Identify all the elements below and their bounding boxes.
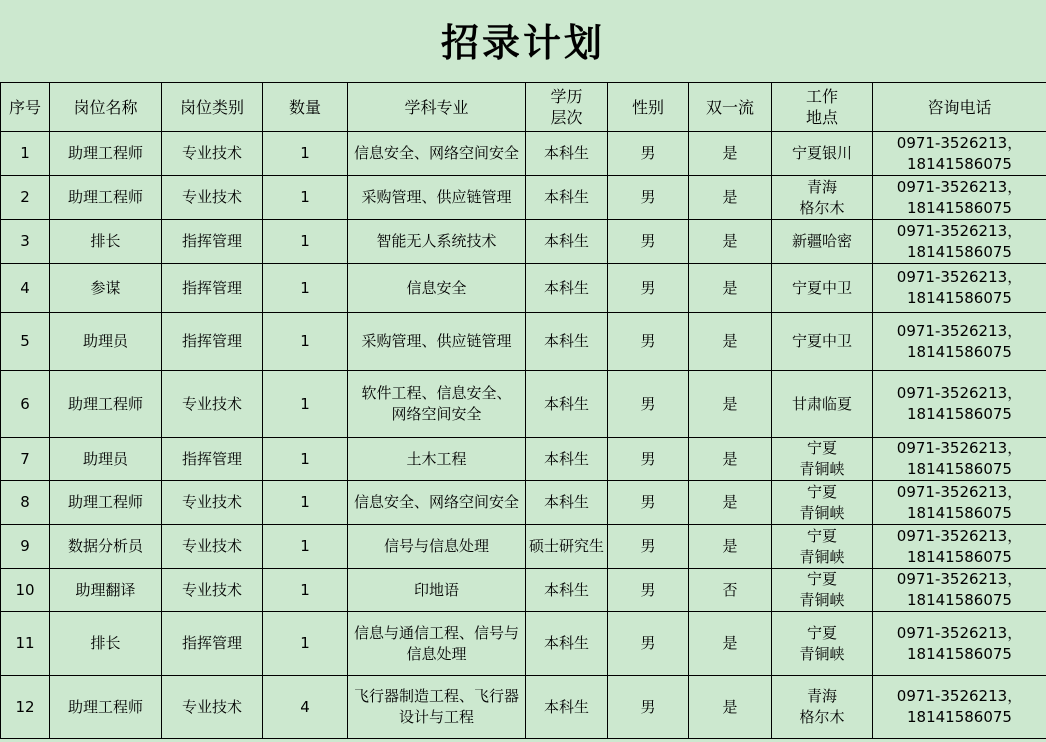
header-seq: 序号 bbox=[1, 83, 50, 132]
cell-gender: 男 bbox=[608, 132, 689, 176]
cell-double-first-class: 是 bbox=[689, 176, 772, 220]
cell-double-first-class: 是 bbox=[689, 132, 772, 176]
cell-education: 本科生 bbox=[526, 676, 608, 739]
cell-double-first-class: 是 bbox=[689, 438, 772, 481]
header-gender: 性别 bbox=[608, 83, 689, 132]
header-education: 学历 层次 bbox=[526, 83, 608, 132]
cell-category: 专业技术 bbox=[162, 481, 263, 525]
cell-major: 采购管理、供应链管理 bbox=[348, 176, 526, 220]
cell-quantity: 1 bbox=[263, 371, 348, 438]
cell-location: 宁夏 青铜峡 bbox=[772, 612, 873, 676]
table-row bbox=[1, 569, 1046, 612]
cell-category: 专业技术 bbox=[162, 132, 263, 176]
cell-seq: 6 bbox=[1, 371, 50, 438]
cell-quantity: 1 bbox=[263, 264, 348, 313]
cell-phone: 0971-3526213， 18141586075 bbox=[873, 612, 1046, 676]
cell-location: 宁夏 青铜峡 bbox=[772, 569, 873, 612]
cell-education: 本科生 bbox=[526, 438, 608, 481]
cell-location: 宁夏 青铜峡 bbox=[772, 438, 873, 481]
cell-category: 专业技术 bbox=[162, 676, 263, 739]
cell-education: 本科生 bbox=[526, 176, 608, 220]
cell-major: 信息安全、网络空间安全 bbox=[348, 132, 526, 176]
cell-location: 青海 格尔木 bbox=[772, 676, 873, 739]
cell-gender: 男 bbox=[608, 371, 689, 438]
cell-quantity: 1 bbox=[263, 612, 348, 676]
cell-gender: 男 bbox=[608, 525, 689, 569]
table-row bbox=[1, 313, 1046, 371]
cell-quantity: 1 bbox=[263, 313, 348, 371]
cell-double-first-class: 否 bbox=[689, 569, 772, 612]
cell-major: 飞行器制造工程、飞行器设计与工程 bbox=[348, 676, 526, 739]
cell-double-first-class: 是 bbox=[689, 371, 772, 438]
cell-double-first-class: 是 bbox=[689, 313, 772, 371]
cell-phone: 0971-3526213， 18141586075 bbox=[873, 220, 1046, 264]
cell-major: 采购管理、供应链管理 bbox=[348, 313, 526, 371]
cell-major: 信息安全 bbox=[348, 264, 526, 313]
header-location: 工作 地点 bbox=[772, 83, 873, 132]
cell-seq: 11 bbox=[1, 612, 50, 676]
cell-gender: 男 bbox=[608, 264, 689, 313]
cell-double-first-class: 是 bbox=[689, 220, 772, 264]
cell-phone: 0971-3526213， 18141586075 bbox=[873, 176, 1046, 220]
cell-double-first-class: 是 bbox=[689, 676, 772, 739]
cell-education: 本科生 bbox=[526, 569, 608, 612]
cell-quantity: 1 bbox=[263, 176, 348, 220]
cell-category: 指挥管理 bbox=[162, 220, 263, 264]
table-row bbox=[1, 176, 1046, 220]
cell-phone: 0971-3526213， 18141586075 bbox=[873, 525, 1046, 569]
table-row bbox=[1, 676, 1046, 739]
cell-position: 数据分析员 bbox=[50, 525, 162, 569]
cell-double-first-class: 是 bbox=[689, 264, 772, 313]
cell-education: 本科生 bbox=[526, 132, 608, 176]
cell-category: 指挥管理 bbox=[162, 264, 263, 313]
cell-location: 宁夏 青铜峡 bbox=[772, 525, 873, 569]
cell-category: 指挥管理 bbox=[162, 438, 263, 481]
cell-position: 参谋 bbox=[50, 264, 162, 313]
cell-position: 助理翻译 bbox=[50, 569, 162, 612]
cell-education: 本科生 bbox=[526, 481, 608, 525]
cell-double-first-class: 是 bbox=[689, 612, 772, 676]
table-row bbox=[1, 525, 1046, 569]
cell-seq: 1 bbox=[1, 132, 50, 176]
cell-seq: 9 bbox=[1, 525, 50, 569]
cell-quantity: 1 bbox=[263, 438, 348, 481]
cell-phone: 0971-3526213， 18141586075 bbox=[873, 313, 1046, 371]
header-major: 学科专业 bbox=[348, 83, 526, 132]
cell-category: 指挥管理 bbox=[162, 313, 263, 371]
cell-category: 专业技术 bbox=[162, 525, 263, 569]
cell-quantity: 1 bbox=[263, 132, 348, 176]
cell-major: 土木工程 bbox=[348, 438, 526, 481]
cell-gender: 男 bbox=[608, 569, 689, 612]
header-position: 岗位名称 bbox=[50, 83, 162, 132]
cell-location: 宁夏中卫 bbox=[772, 313, 873, 371]
page-title: 招录计划 bbox=[440, 20, 605, 65]
table-row bbox=[1, 132, 1046, 176]
cell-seq: 4 bbox=[1, 264, 50, 313]
cell-quantity: 1 bbox=[263, 525, 348, 569]
cell-position: 排长 bbox=[50, 220, 162, 264]
cell-category: 专业技术 bbox=[162, 176, 263, 220]
cell-position: 助理工程师 bbox=[50, 676, 162, 739]
table-row bbox=[1, 481, 1046, 525]
cell-phone: 0971-3526213， 18141586075 bbox=[873, 438, 1046, 481]
cell-gender: 男 bbox=[608, 612, 689, 676]
cell-location: 青海 格尔木 bbox=[772, 176, 873, 220]
cell-education: 硕士研究生 bbox=[526, 525, 608, 569]
cell-phone: 0971-3526213， 18141586075 bbox=[873, 132, 1046, 176]
cell-major: 印地语 bbox=[348, 569, 526, 612]
header-double-first-class: 双一流 bbox=[689, 83, 772, 132]
cell-location: 宁夏银川 bbox=[772, 132, 873, 176]
header-quantity: 数量 bbox=[263, 83, 348, 132]
cell-major: 信号与信息处理 bbox=[348, 525, 526, 569]
cell-location: 宁夏中卫 bbox=[772, 264, 873, 313]
cell-seq: 8 bbox=[1, 481, 50, 525]
cell-major: 信息与通信工程、信号与信息处理 bbox=[348, 612, 526, 676]
cell-education: 本科生 bbox=[526, 264, 608, 313]
cell-location: 甘肃临夏 bbox=[772, 371, 873, 438]
cell-position: 助理员 bbox=[50, 313, 162, 371]
cell-phone: 0971-3526213， 18141586075 bbox=[873, 569, 1046, 612]
table-row bbox=[1, 220, 1046, 264]
cell-double-first-class: 是 bbox=[689, 525, 772, 569]
cell-gender: 男 bbox=[608, 220, 689, 264]
cell-category: 专业技术 bbox=[162, 569, 263, 612]
cell-gender: 男 bbox=[608, 176, 689, 220]
cell-seq: 12 bbox=[1, 676, 50, 739]
cell-position: 助理工程师 bbox=[50, 176, 162, 220]
cell-major: 信息安全、网络空间安全 bbox=[348, 481, 526, 525]
cell-location: 宁夏 青铜峡 bbox=[772, 481, 873, 525]
header-phone: 咨询电话 bbox=[873, 83, 1046, 132]
cell-location: 新疆哈密 bbox=[772, 220, 873, 264]
cell-gender: 男 bbox=[608, 481, 689, 525]
cell-position: 助理员 bbox=[50, 438, 162, 481]
cell-double-first-class: 是 bbox=[689, 481, 772, 525]
cell-major: 智能无人系统技术 bbox=[348, 220, 526, 264]
table-row bbox=[1, 612, 1046, 676]
cell-quantity: 1 bbox=[263, 569, 348, 612]
cell-category: 指挥管理 bbox=[162, 612, 263, 676]
cell-gender: 男 bbox=[608, 313, 689, 371]
cell-position: 排长 bbox=[50, 612, 162, 676]
cell-position: 助理工程师 bbox=[50, 481, 162, 525]
cell-education: 本科生 bbox=[526, 313, 608, 371]
cell-phone: 0971-3526213， 18141586075 bbox=[873, 481, 1046, 525]
cell-position: 助理工程师 bbox=[50, 132, 162, 176]
cell-phone: 0971-3526213， 18141586075 bbox=[873, 264, 1046, 313]
cell-gender: 男 bbox=[608, 438, 689, 481]
cell-education: 本科生 bbox=[526, 612, 608, 676]
header-category: 岗位类别 bbox=[162, 83, 263, 132]
cell-seq: 3 bbox=[1, 220, 50, 264]
cell-phone: 0971-3526213， 18141586075 bbox=[873, 371, 1046, 438]
cell-quantity: 1 bbox=[263, 220, 348, 264]
cell-quantity: 4 bbox=[263, 676, 348, 739]
cell-seq: 2 bbox=[1, 176, 50, 220]
cell-phone: 0971-3526213， 18141586075 bbox=[873, 676, 1046, 739]
cell-education: 本科生 bbox=[526, 371, 608, 438]
cell-category: 专业技术 bbox=[162, 371, 263, 438]
table-row bbox=[1, 264, 1046, 313]
recruitment-table bbox=[0, 82, 1046, 739]
cell-major: 软件工程、信息安全、 网络空间安全 bbox=[348, 371, 526, 438]
cell-education: 本科生 bbox=[526, 220, 608, 264]
table-row bbox=[1, 371, 1046, 438]
cell-gender: 男 bbox=[608, 676, 689, 739]
cell-seq: 5 bbox=[1, 313, 50, 371]
cell-position: 助理工程师 bbox=[50, 371, 162, 438]
header-row bbox=[1, 83, 1046, 132]
table-row bbox=[1, 438, 1046, 481]
cell-seq: 10 bbox=[1, 569, 50, 612]
cell-quantity: 1 bbox=[263, 481, 348, 525]
cell-seq: 7 bbox=[1, 438, 50, 481]
